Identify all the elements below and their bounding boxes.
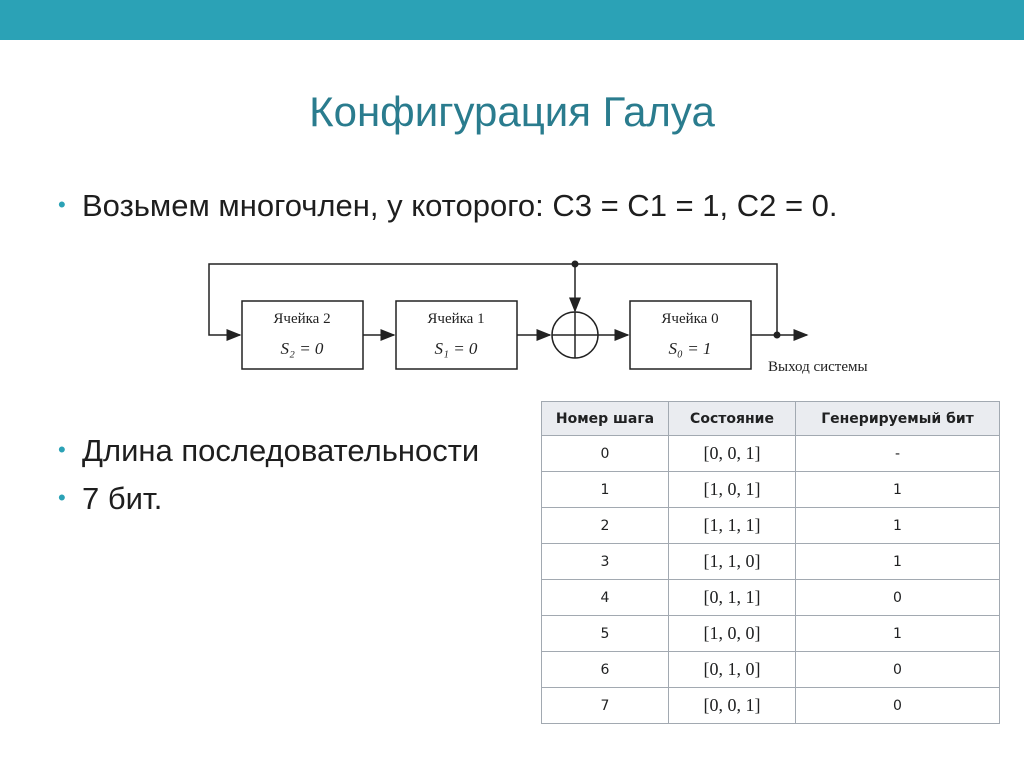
state-cell: [0, 1, 1] [669, 580, 796, 616]
state-sequence-table [541, 401, 1000, 724]
output-node [774, 332, 781, 339]
state-cell: [0, 0, 1] [669, 436, 796, 472]
cell-0-state: S₀ = 1 [668, 339, 712, 358]
table-row [542, 688, 1000, 724]
bit-cell: - [796, 436, 1000, 472]
column-header-step: Номер шага [542, 402, 669, 436]
cell-0-label: Ячейка 0 [661, 311, 719, 327]
galois-lfsr-diagram [195, 254, 915, 384]
bit-cell: 0 [796, 580, 1000, 616]
step-cell: 5 [542, 616, 669, 652]
cell-2-label: Ячейка 2 [273, 311, 331, 327]
cell-1-label: Ячейка 1 [427, 311, 485, 327]
table-row [542, 472, 1000, 508]
step-cell: 3 [542, 544, 669, 580]
step-cell: 0 [542, 436, 669, 472]
bullet-polynomial [58, 188, 838, 224]
table-row [542, 616, 1000, 652]
xor-adder-icon [552, 312, 598, 358]
state-cell: [1, 1, 1] [669, 508, 796, 544]
step-cell: 1 [542, 472, 669, 508]
bullet-text: 7 бит. [82, 481, 163, 516]
state-cell: [1, 0, 1] [669, 472, 796, 508]
bit-cell: 0 [796, 652, 1000, 688]
slide-title: Конфигурация Галуа [309, 88, 715, 135]
table-row [542, 544, 1000, 580]
state-cell: [1, 0, 0] [669, 616, 796, 652]
bit-cell: 1 [796, 472, 1000, 508]
state-cell: [1, 1, 0] [669, 544, 796, 580]
step-cell: 4 [542, 580, 669, 616]
table-header-row [542, 402, 1000, 436]
cell-2-state: S₂ = 0 [280, 339, 324, 358]
bullet-text: Длина последовательности [82, 433, 480, 468]
bullet-dot-icon: • [58, 485, 66, 510]
bit-cell: 1 [796, 544, 1000, 580]
bit-cell: 1 [796, 508, 1000, 544]
table-row [542, 436, 1000, 472]
output-label: Выход системы [768, 359, 868, 375]
bullet-dot-icon: • [58, 192, 66, 217]
state-cell: [0, 1, 0] [669, 652, 796, 688]
bullet-sequence-length [58, 433, 479, 469]
table-row [542, 508, 1000, 544]
header-bar [0, 0, 1024, 40]
table-row [542, 652, 1000, 688]
step-cell: 7 [542, 688, 669, 724]
column-header-state: Состояние [669, 402, 796, 436]
bullet-text: Возьмем многочлен, у которого: С3 = С1 = 1, С2 = 0. [82, 188, 838, 223]
bit-cell: 1 [796, 616, 1000, 652]
cell-1-state: S₁ = 0 [434, 339, 478, 358]
bullet-bits [58, 481, 162, 517]
bullet-dot-icon: • [58, 437, 66, 462]
step-cell: 6 [542, 652, 669, 688]
step-cell: 2 [542, 508, 669, 544]
bit-cell: 0 [796, 688, 1000, 724]
table-row [542, 580, 1000, 616]
column-header-bit: Генерируемый бит [796, 402, 1000, 436]
state-cell: [0, 0, 1] [669, 688, 796, 724]
